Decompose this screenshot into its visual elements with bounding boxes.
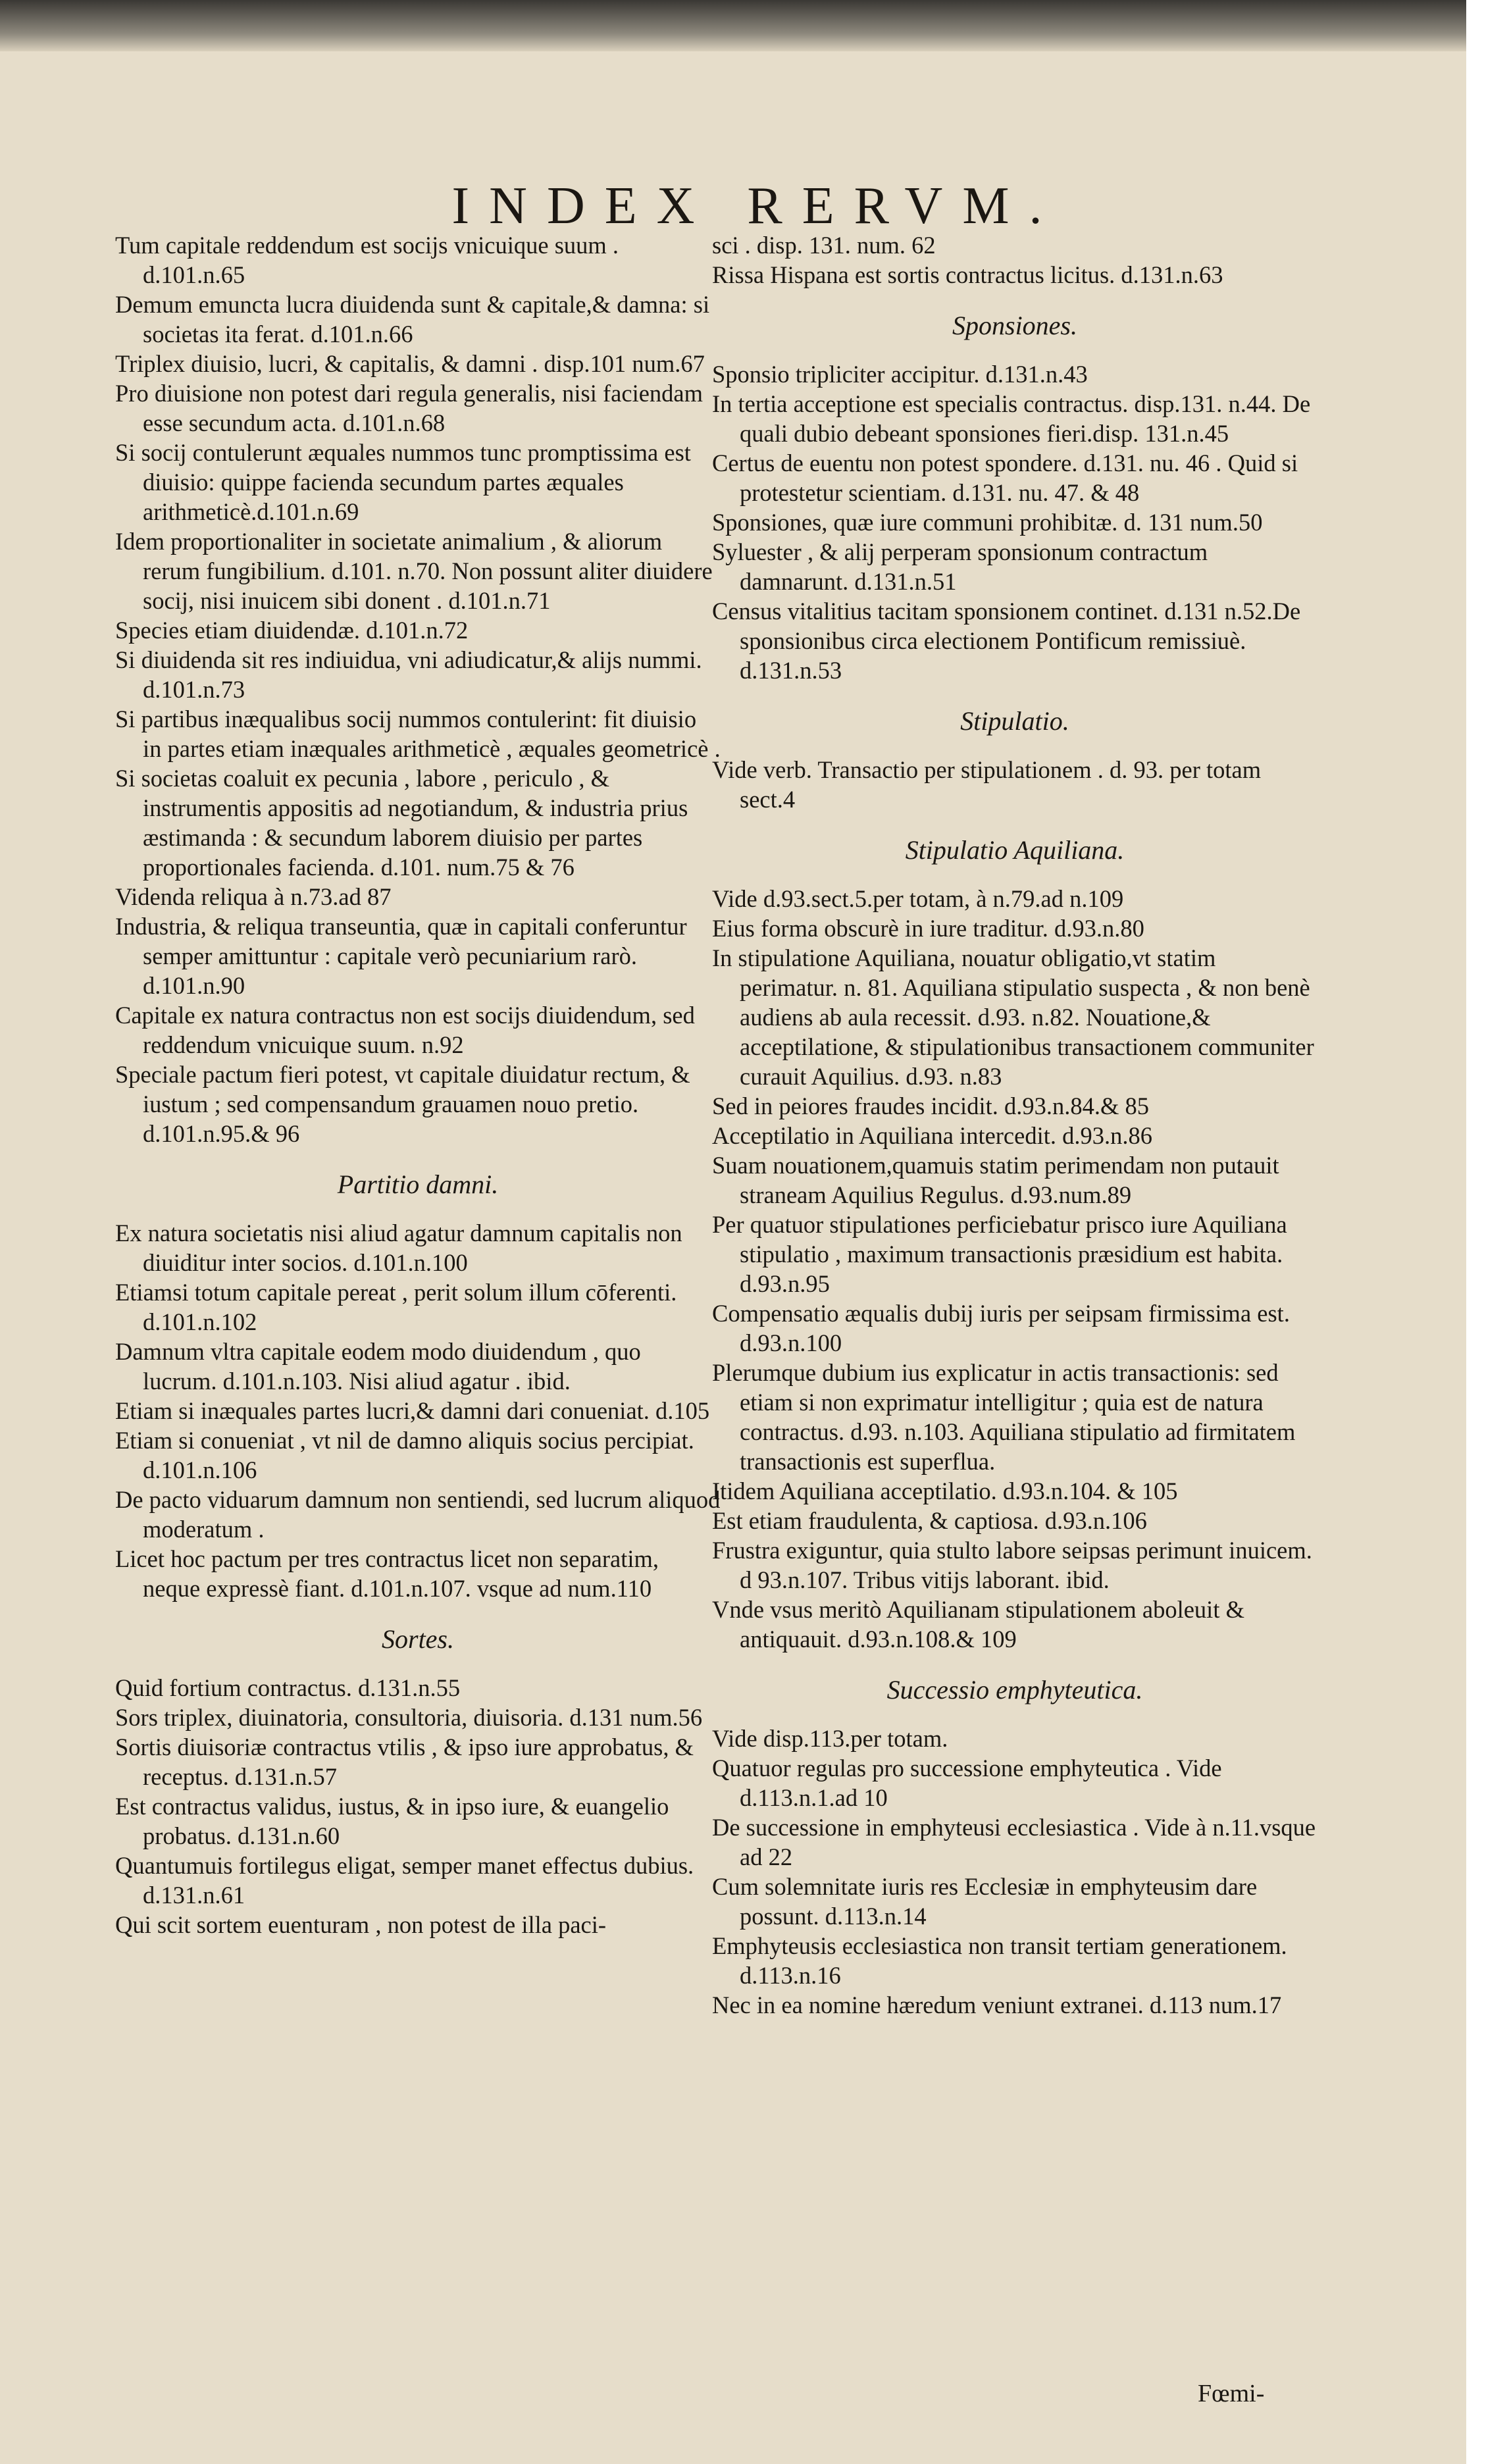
index-entry: Tum capitale reddendum est socijs vnicuique suum . d.101.n.65 xyxy=(115,232,619,288)
index-entry: Demum emuncta lucra diuidenda sunt & capitale,& damna: si societas ita ferat. d.101.n.66 xyxy=(115,291,710,347)
index-entry: Syluester , & alij perperam sponsionum contractum damnarunt. d.131.n.51 xyxy=(712,538,1208,595)
index-entry: Si partibus inæqualibus socij nummos contulerint: fit diuisio in partes etiam inæquales arithmeticè , æquales geometricè . xyxy=(115,706,721,762)
index-entry: Capitale ex natura contractus non est socijs diuidendum, sed reddendum vnicuique suum. n.92 xyxy=(115,1002,695,1058)
index-entry: Suam nouationem,quamuis statim perimendam non putauit straneam Aquilius Regulus. d.93.num.89 xyxy=(712,1152,1279,1208)
index-entry: Vnde vsus meritò Aquilianam stipulationem aboleuit & antiquauit. d.93.n.108.& 109 xyxy=(712,1596,1244,1653)
index-entry: Vide d.93.sect.5.per totam, à n.79.ad n.109 xyxy=(712,885,1124,912)
index-entry: Compensatio æqualis dubij iuris per seipsam firmissima est. d.93.n.100 xyxy=(712,1300,1290,1356)
index-entry: Per quatuor stipulationes perficiebatur prisco iure Aquiliana stipulatio , maximum transactionis præsidium est habita. d.93.n.95 xyxy=(712,1211,1287,1297)
index-entry: Quantumuis fortilegus eligat, semper manet effectus dubius. d.131.n.61 xyxy=(115,1852,694,1909)
index-entry: Qui scit sortem euenturam , non potest de illa paci- xyxy=(115,1911,607,1938)
index-entry: Speciale pactum fieri potest, vt capitale diuidatur rectum, & iustum ; sed compensandum grauamen nouo pretio. d.101.n.95.& 96 xyxy=(115,1061,690,1147)
index-entry: Nec in ea nomine hæredum veniunt extranei. d.113 num.17 xyxy=(712,1991,1282,2018)
index-entry: In stipulatione Aquiliana, nouatur obligatio,vt statim perimatur. n. 81. Aquiliana stipulatio suspecta , & non benè audiens ab aula recessit. d.93. n.82. Nouatione,& acceptilatione, & stipulationibus transactionem communiter curauit Aquilius. d.93. n.83 xyxy=(712,944,1314,1090)
index-entry: Sponsiones, quæ iure communi prohibitæ. d. 131 num.50 xyxy=(712,509,1263,536)
index-entry: Quatuor regulas pro successione emphyteutica . Vide d.113.n.1.ad 10 xyxy=(712,1755,1222,1811)
index-entry: Idem proportionaliter in societate animalium , & aliorum rerum fungibilium. d.101. n.70. Non possunt aliter diuidere socij, nisi inuicem sibi donent . d.101.n.71 xyxy=(115,528,713,614)
section-heading-sponsiones: Sponsiones. xyxy=(952,311,1077,340)
index-entry: sci . disp. 131. num. 62 xyxy=(712,232,936,259)
right-column xyxy=(712,230,1317,2020)
index-entry: Census vitalitius tacitam sponsionem continet. d.131 n.52.De sponsionibus circa electionem Pontificum remissiuè. d.131.n.53 xyxy=(712,598,1301,684)
index-entry: Sortis diuisoriæ contractus vtilis , & ipso iure approbatus, & receptus. d.131.n.57 xyxy=(115,1733,694,1790)
left-column xyxy=(115,230,721,1939)
index-entry: Ex natura societatis nisi aliud agatur damnum capitalis non diuiditur inter socios. d.101.n.100 xyxy=(115,1219,682,1276)
index-entry: Frustra exiguntur, quia stulto labore seipsas perimunt inuicem. d 93.n.107. Tribus vitijs laborant. ibid. xyxy=(712,1537,1312,1593)
section-heading-sortes: Sortes. xyxy=(382,1624,454,1654)
index-entry: Rissa Hispana est sortis contractus licitus. d.131.n.63 xyxy=(712,261,1223,288)
index-entry: Est contractus validus, iustus, & in ipso iure, & euangelio probatus. d.131.n.60 xyxy=(115,1793,669,1849)
index-entry: Eius forma obscurè in iure traditur. d.93.n.80 xyxy=(712,915,1144,942)
index-entry: Itidem Aquiliana acceptilatio. d.93.n.104. & 105 xyxy=(712,1477,1178,1504)
index-entry: Si societas coaluit ex pecunia , labore , periculo , & instrumentis appositis ad negotiandum, & industria prius æstimanda : & secundum laborem diuisio per partes proportionales facienda. d.101. num.75 & 76 xyxy=(115,765,688,881)
index-entry: Pro diuisione non potest dari regula generalis, nisi faciendam esse secundum acta. d.101.n.68 xyxy=(115,380,703,436)
index-entry: Si socij contulerunt æquales nummos tunc promptissima est diuisio: quippe facienda secundum partes æquales arithmeticè.d.101.n.69 xyxy=(115,439,691,525)
index-entry: Sed in peiores fraudes incidit. d.93.n.84.& 85 xyxy=(712,1092,1149,1119)
index-entry: Sponsio tripliciter accipitur. d.131.n.43 xyxy=(712,361,1088,388)
index-entry: Damnum vltra capitale eodem modo diuidendum , quo lucrum. d.101.n.103. Nisi aliud agatur . ibid. xyxy=(115,1338,641,1395)
index-entry: Videnda reliqua à n.73.ad 87 xyxy=(115,883,392,910)
catchword: Fœmi- xyxy=(1198,2380,1265,2407)
section-heading-stipulatio-aquiliana: Stipulatio Aquiliana. xyxy=(905,835,1125,865)
index-entry: Quid fortium contractus. d.131.n.55 xyxy=(115,1674,461,1701)
index-entry: De successione in emphyteusi ecclesiastica . Vide à n.11.vsque ad 22 xyxy=(712,1814,1316,1870)
index-entry: In tertia acceptione est specialis contractus. disp.131. n.44. De quali dubio debeant sponsiones fieri.disp. 131.n.45 xyxy=(712,390,1311,447)
index-entry: Triplex diuisio, lucri, & capitalis, & damni . disp.101 num.67 xyxy=(115,350,705,377)
index-entry: Licet hoc pactum per tres contractus licet non separatim, neque expressè fiant. d.101.n.107. vsque ad num.110 xyxy=(115,1545,659,1602)
section-heading-successio-emphyteutica: Successio emphyteutica. xyxy=(886,1675,1143,1705)
index-entry: Est etiam fraudulenta, & captiosa. d.93.n.106 xyxy=(712,1507,1147,1534)
index-entry: De pacto viduarum damnum non sentiendi, sed lucrum aliquod moderatum . xyxy=(115,1486,721,1543)
index-entry: Vide disp.113.per totam. xyxy=(712,1725,948,1752)
index-entry: Plerumque dubium ius explicatur in actis transactionis: sed etiam si non exprimatur intelligitur ; quia est de natura contractus. d.93. n.103. Aquiliana stipulatio ad firmitatem transactionis est superflua. xyxy=(712,1359,1296,1475)
section-heading-partitio-damni: Partitio damni. xyxy=(337,1169,499,1199)
index-entry: Species etiam diuidendæ. d.101.n.72 xyxy=(115,617,469,644)
index-entry: Etiam si conueniat , vt nil de damno aliquis socius percipiat. d.101.n.106 xyxy=(115,1427,694,1483)
index-entry: Certus de euentu non potest spondere. d.131. nu. 46 . Quid si protestetur scientiam. d.131. nu. 47. & 48 xyxy=(712,449,1298,506)
index-entry: Acceptilatio in Aquiliana intercedit. d.93.n.86 xyxy=(712,1122,1152,1149)
page-top-shadow xyxy=(0,0,1466,51)
index-entry: Vide verb. Transactio per stipulationem . d. 93. per totam sect.4 xyxy=(712,756,1262,813)
index-entry: Industria, & reliqua transeuntia, quæ in capitali conferuntur semper amittuntur : capitale verò pecuniarium rarò. d.101.n.90 xyxy=(115,913,687,999)
index-entry: Sors triplex, diuinatoria, consultoria, diuisoria. d.131 num.56 xyxy=(115,1704,703,1731)
index-entry: Emphyteusis ecclesiastica non transit tertiam generationem. d.113.n.16 xyxy=(712,1932,1287,1989)
index-entry: Si diuidenda sit res indiuidua, vni adiudicatur,& alijs nummi. d.101.n.73 xyxy=(115,646,702,703)
index-entry: Etiam si inæquales partes lucri,& damni dari conueniat. d.105 xyxy=(115,1397,710,1424)
section-heading-stipulatio: Stipulatio. xyxy=(960,706,1069,736)
index-entry: Etiamsi totum capitale pereat , perit solum illum cōferenti. d.101.n.102 xyxy=(115,1279,677,1335)
index-entry: Cum solemnitate iuris res Ecclesiæ in emphyteusim dare possunt. d.113.n.14 xyxy=(712,1873,1258,1930)
page-title: INDEX RERVM. xyxy=(451,177,1062,235)
page-margin xyxy=(1466,0,1509,2464)
